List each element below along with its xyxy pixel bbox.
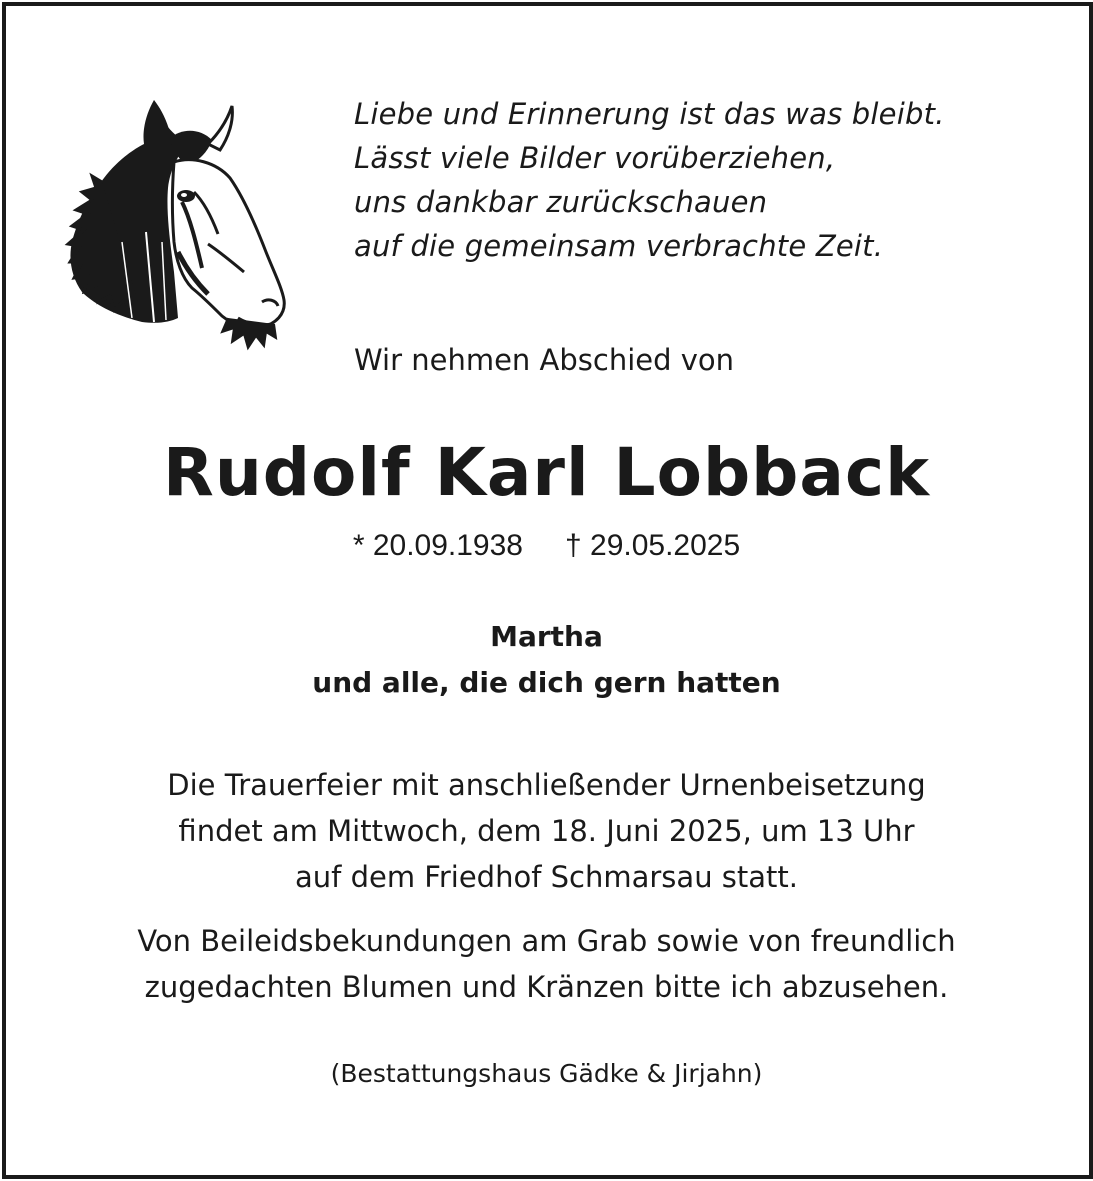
mourner-line: und alle, die dich gern hatten (312, 666, 781, 699)
poem-line: Lässt viele Bilder vorüberziehen, (354, 141, 836, 175)
ceremony-line: Die Trauerfeier mit anschließender Urnenbeisetzung (167, 768, 926, 802)
deceased-name: Rudolf Karl Lobback (163, 434, 930, 511)
memorial-poem (354, 92, 1054, 268)
request-line: zugedachten Blumen und Kränzen bitte ich abzusehen. (144, 970, 949, 1004)
request-line: Von Beileidsbekundungen am Grab sowie von freundlich (137, 924, 956, 958)
mourner-line: Martha (490, 620, 603, 653)
poem-line: Liebe und Erinnerung ist das was bleibt. (354, 97, 945, 131)
birth-date: * 20.09.1938 (352, 529, 523, 562)
farewell-intro: Wir nehmen Abschied von (354, 343, 735, 377)
ceremony-line: findet am Mittwoch, dem 18. Juni 2025, um 13 Uhr (178, 814, 915, 848)
ceremony-line: auf dem Friedhof Schmarsau statt. (294, 860, 798, 894)
condolence-request (0, 918, 1093, 1010)
poem-line: auf die gemeinsam verbrachte Zeit. (354, 229, 884, 263)
horse-head-icon (62, 92, 294, 362)
life-dates (0, 526, 1093, 566)
funeral-home: (Bestattungshaus Gädke & Jirjahn) (330, 1059, 763, 1088)
poem-line: uns dankbar zurückschauen (354, 185, 768, 219)
mourners (0, 614, 1093, 706)
death-date: † 29.05.2025 (564, 529, 741, 562)
ceremony-info (0, 762, 1093, 900)
